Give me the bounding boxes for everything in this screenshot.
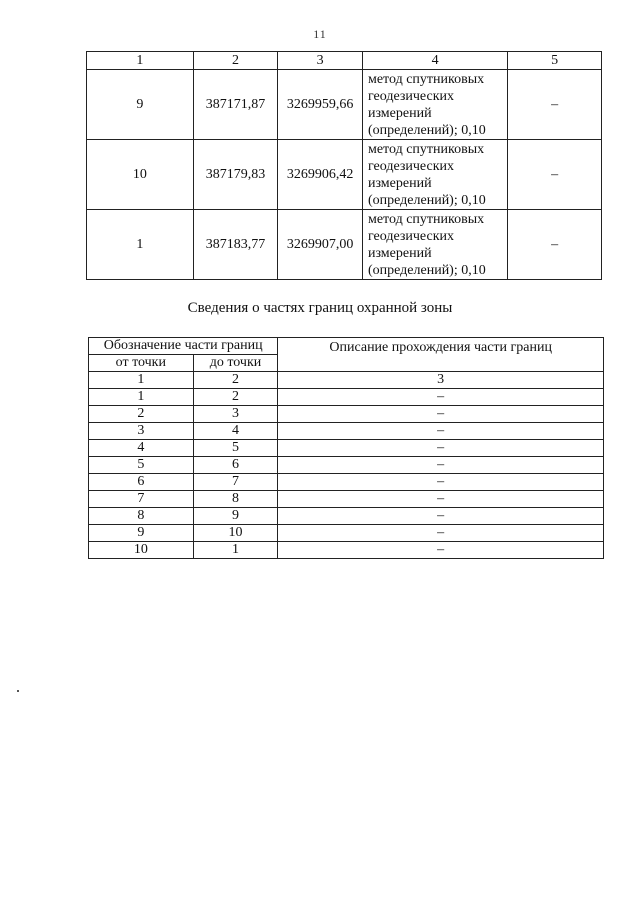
description-cell: – xyxy=(278,508,604,525)
column-number-2: 2 xyxy=(193,52,278,70)
method-line: метод спутниковых xyxy=(367,141,485,157)
description-cell: – xyxy=(278,406,604,423)
x-coordinate: 387179,83 xyxy=(193,140,278,210)
from-point: 2 xyxy=(89,406,194,423)
column-number-1: 1 xyxy=(87,52,194,70)
to-point: 2 xyxy=(193,389,278,406)
column-number-5: 5 xyxy=(508,52,602,70)
from-point: 9 xyxy=(89,525,194,542)
page-number: 11 xyxy=(313,27,327,41)
column-number-3: 3 xyxy=(278,52,363,70)
description-cell: – xyxy=(278,542,604,559)
description-cell: – xyxy=(508,140,602,210)
table-row xyxy=(89,525,604,542)
point-label: 10 xyxy=(87,140,194,210)
method-line: геодезических xyxy=(367,88,454,104)
table-row xyxy=(89,508,604,525)
description-cell: – xyxy=(508,210,602,280)
x-coordinate: 387183,77 xyxy=(193,210,278,280)
y-coordinate: 3269907,00 xyxy=(278,210,363,280)
column-number-4: 4 xyxy=(362,52,507,70)
method-line: (определений); 0,10 xyxy=(367,192,486,208)
point-label: 9 xyxy=(87,70,194,140)
table-header-row xyxy=(87,52,602,70)
method-line: геодезических xyxy=(367,158,454,174)
table-header-row xyxy=(89,338,604,355)
description-cell: – xyxy=(278,474,604,491)
from-point: 8 xyxy=(89,508,194,525)
point-label: 1 xyxy=(87,210,194,280)
header-from: от точки xyxy=(89,355,194,372)
method-line: измерений xyxy=(367,175,432,191)
header-group-cell: Обозначение части границ xyxy=(89,338,278,355)
method-line: (определений); 0,10 xyxy=(367,122,486,138)
from-point: 7 xyxy=(89,491,194,508)
section-title: Сведения о частях границ охранной зоны xyxy=(187,300,453,316)
table-row xyxy=(89,542,604,559)
table-row xyxy=(89,423,604,440)
header-to: до точки xyxy=(193,355,278,372)
method-line: метод спутниковых xyxy=(367,71,485,87)
method-cell xyxy=(362,140,507,210)
from-point: 3 xyxy=(89,423,194,440)
scan-artifact-dot xyxy=(17,690,19,692)
description-cell: – xyxy=(278,491,604,508)
method-line: метод спутниковых xyxy=(367,211,485,227)
method-cell xyxy=(362,210,507,280)
method-line: (определений); 0,10 xyxy=(367,262,486,278)
description-cell: – xyxy=(278,389,604,406)
table-row xyxy=(89,440,604,457)
description-cell: – xyxy=(278,423,604,440)
x-coordinate: 387171,87 xyxy=(193,70,278,140)
method-line: измерений xyxy=(367,245,432,261)
to-point: 5 xyxy=(193,440,278,457)
description-cell: – xyxy=(278,525,604,542)
method-line: геодезических xyxy=(367,228,454,244)
table-row xyxy=(89,457,604,474)
to-point: 6 xyxy=(193,457,278,474)
header-description: Описание прохождения части границ xyxy=(278,338,604,372)
table-row xyxy=(87,70,602,140)
description-cell: – xyxy=(278,440,604,457)
y-coordinate: 3269959,66 xyxy=(278,70,363,140)
to-point: 10 xyxy=(193,525,278,542)
numbering-row xyxy=(89,372,604,389)
table-row xyxy=(89,406,604,423)
from-point: 10 xyxy=(89,542,194,559)
from-point: 4 xyxy=(89,440,194,457)
method-cell xyxy=(362,70,507,140)
table-row xyxy=(89,474,604,491)
description-cell: – xyxy=(508,70,602,140)
to-point: 4 xyxy=(193,423,278,440)
y-coordinate: 3269906,42 xyxy=(278,140,363,210)
coordinates-table xyxy=(86,51,602,280)
column-number-3: 3 xyxy=(278,372,604,389)
to-point: 1 xyxy=(193,542,278,559)
column-number-2: 2 xyxy=(193,372,278,389)
to-point: 3 xyxy=(193,406,278,423)
table-row xyxy=(89,491,604,508)
boundary-parts-table xyxy=(88,337,604,559)
column-number-1: 1 xyxy=(89,372,194,389)
method-line: измерений xyxy=(367,105,432,121)
table-row xyxy=(89,389,604,406)
description-cell: – xyxy=(278,457,604,474)
to-point: 9 xyxy=(193,508,278,525)
from-point: 6 xyxy=(89,474,194,491)
from-point: 5 xyxy=(89,457,194,474)
to-point: 8 xyxy=(193,491,278,508)
table-row xyxy=(87,140,602,210)
to-point: 7 xyxy=(193,474,278,491)
from-point: 1 xyxy=(89,389,194,406)
table-row xyxy=(87,210,602,280)
